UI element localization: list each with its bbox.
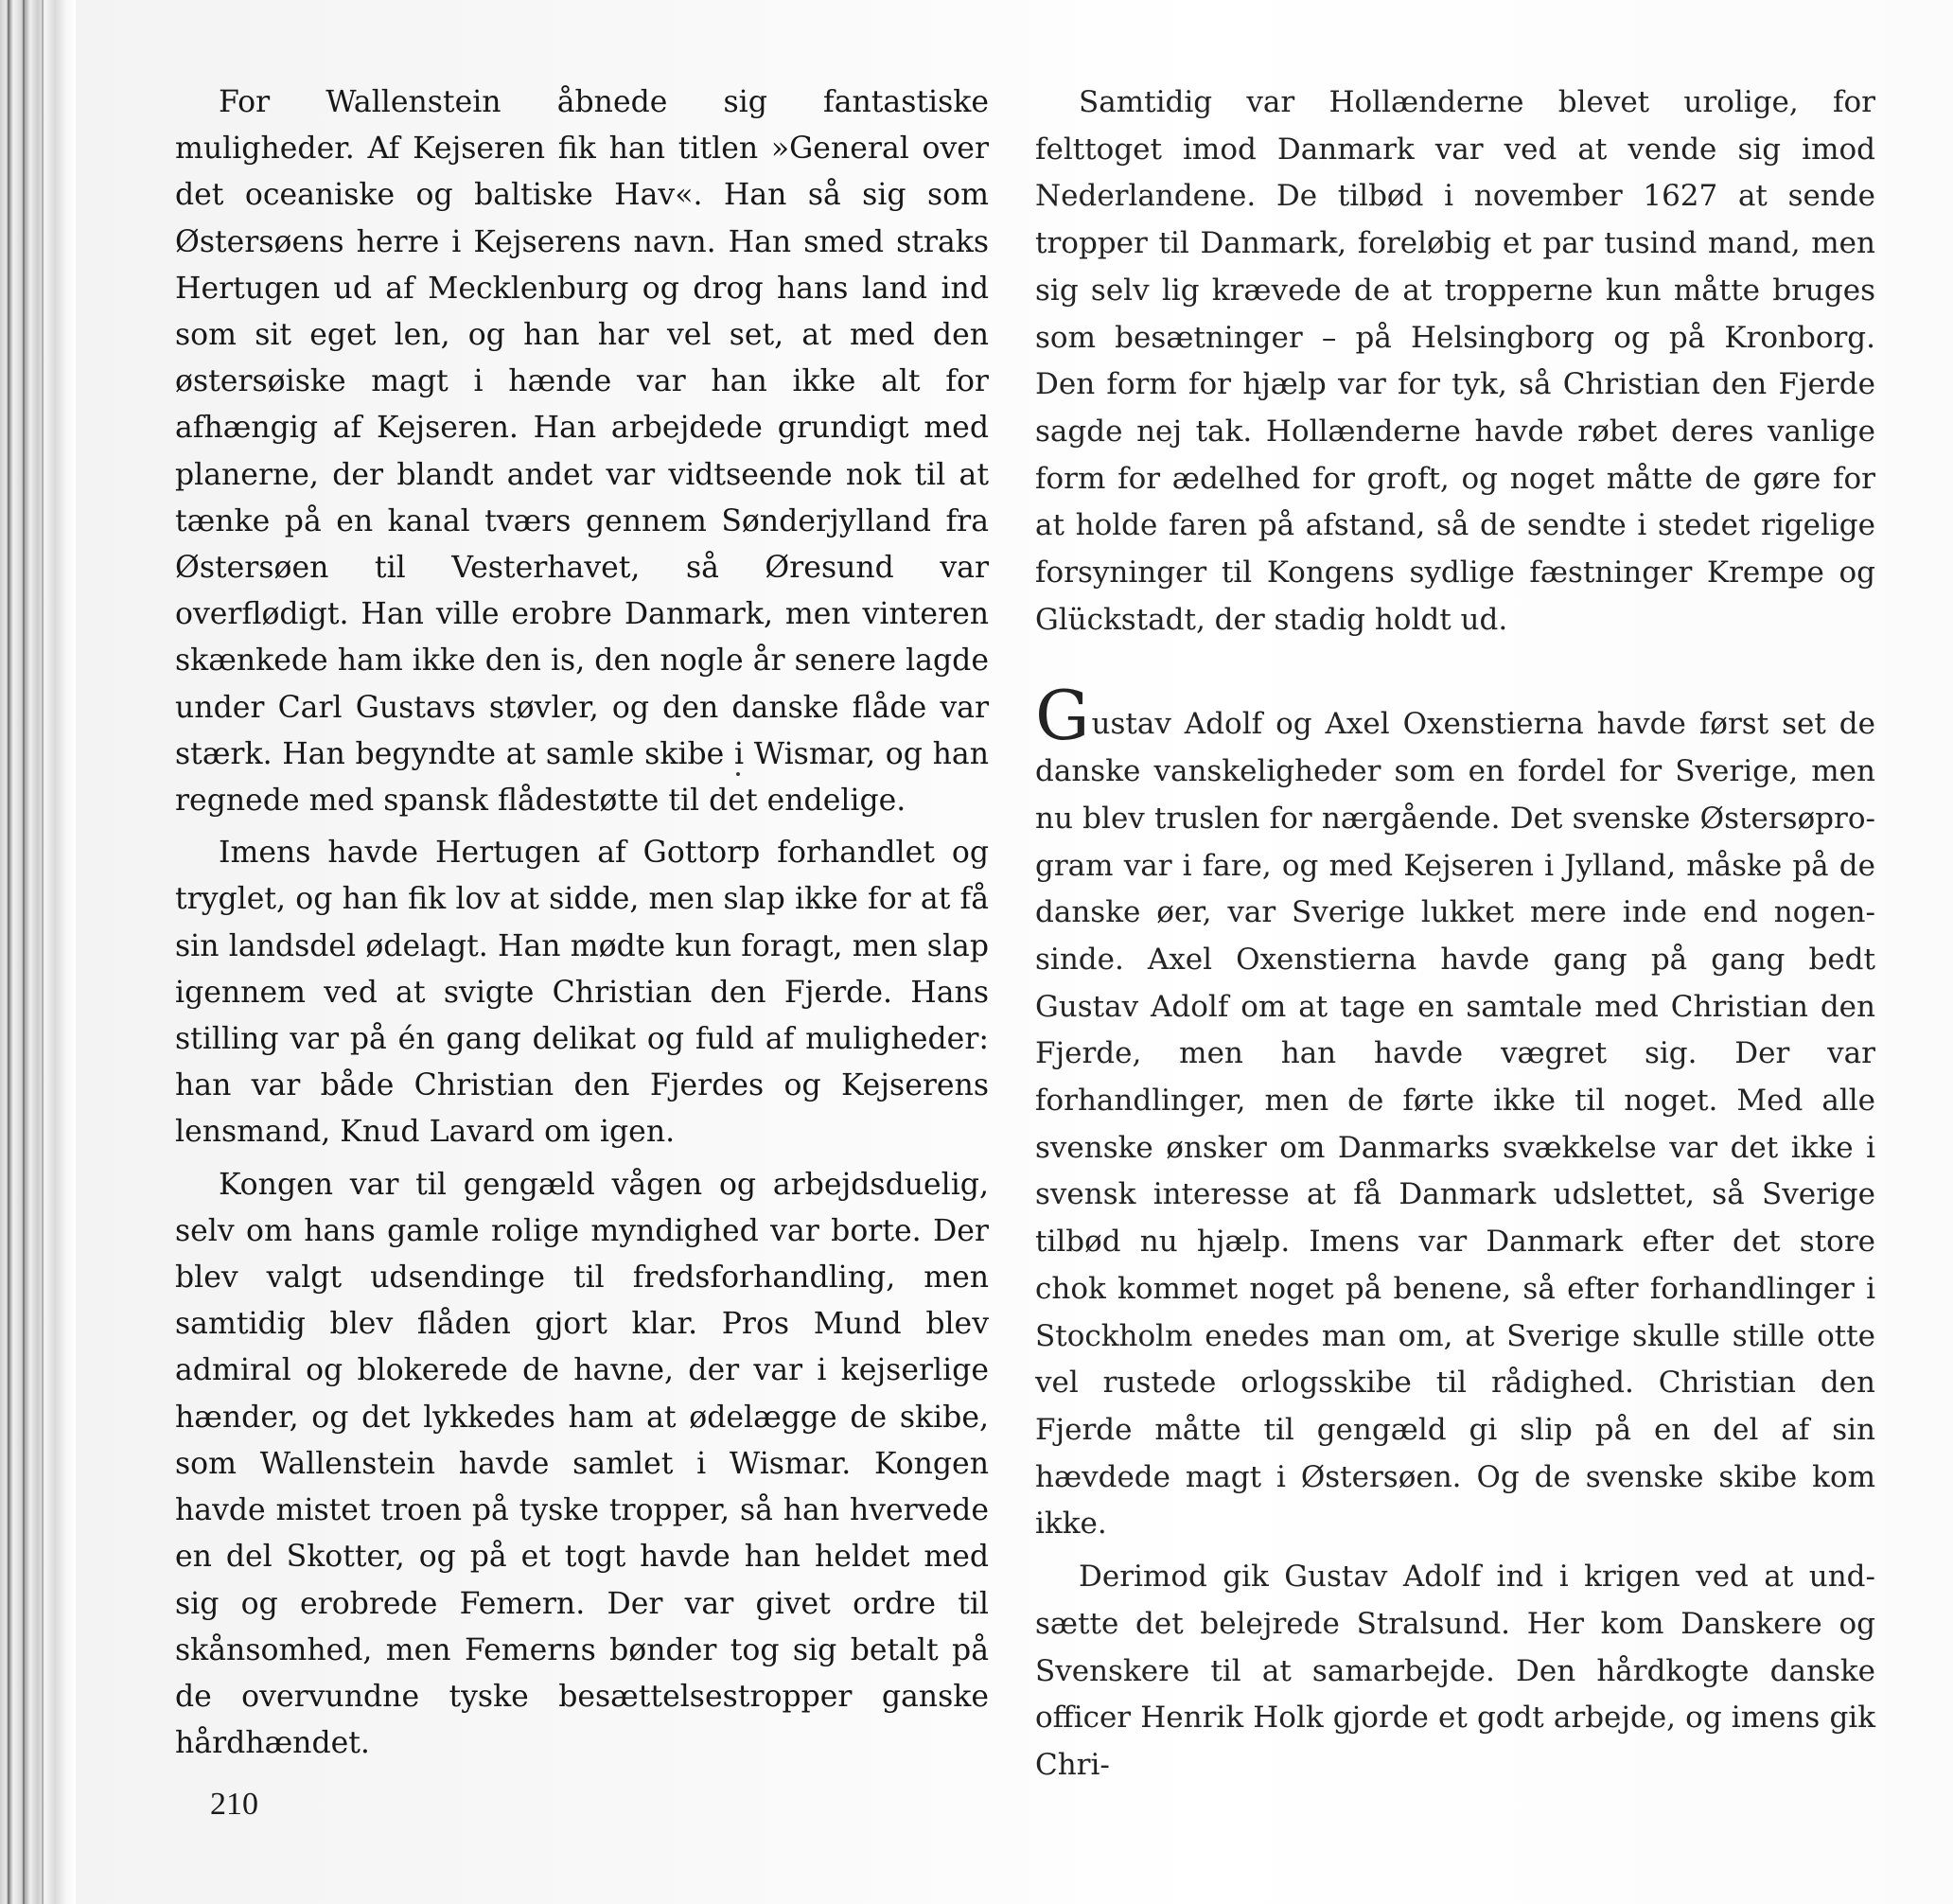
section-paragraph	[1035, 676, 1875, 1548]
paragraph: Samtidig var Hollænderne blevet urolige, for felttoget imod Danmark var ved at vende sig imod Nederlandene. De tilbød i november 1627 at sende tropper til Danmark, foreløbig et par tusind mand, men sig selv lig krævede de at tropperne kun måtte bruges som besætninger – på Helsingborg og på Kronborg. Den form for hjælp var for tyk, så Christian den Fjerde sagde nej tak. Hollænderne havde røbet deres vanlige form for ædelhed for groft, og noget måtte de gøre for at holde faren på afstand, så de sendte i stedet rigelige forsyninger til Kongens sydlige fæstninger Krempe og Glückstadt, der stadig holdt ud.	[1035, 85, 1875, 637]
drop-cap: G	[1035, 676, 1090, 756]
ink-speck	[736, 772, 740, 776]
paragraph: Imens havde Hertugen af Gottorp forhandlet og tryglet, og han fik lov at sidde, men slap ikke for at få sin landsdel ødelagt. Han mødte kun foragt, men slap igennem ved at svigte Christian den Fjerde. Hans stilling var på én gang delikat og fuld af muligheder: han var både Christian den Fjerdes og Kejserens lensmand, Knud Lavard om igen.	[175, 836, 989, 1150]
left-text-column	[175, 79, 989, 1767]
right-text-column	[1035, 79, 1875, 1789]
page-edge-line	[23, 0, 25, 1904]
book-spine	[0, 0, 76, 1904]
page-edge-line	[8, 0, 9, 1904]
page-number: 210	[210, 1787, 258, 1822]
section-paragraph-text: ustav Adolf og Axel Oxenstierna havde først set de danske vanskeligheder som en fordel for Sverige, men nu blev truslen for nærgående. Det svenske Østersøprogram var i fare, og med Kejseren i Jylland, måske på de danske øer, var Sverige lukket mere inde end nogensinde. Axel Oxenstierna havde gang på gang bedt Gustav Adolf om at tage en samtale med Christian den Fjerde, men han havde vægret sig. Der var forhandlinger, men de førte ikke til noget. Med alle svenske ønsker om Danmarks svækkelse var det ikke i svensk interesse at få Danmark udslettet, så Sverige tilbød nu hjælp. Imens var Danmark efter det store chok kommet noget på benene, så efter forhandlinger i Stockholm enedes man om, at Sverige skulle stille otte vel rustede orlogsskibe til rådighed. Christian den Fjerde måtte til gengæld gi slip på en del af sin hævdede magt i Østersøen. Og de svenske skibe kom ikke.	[1035, 707, 1875, 1542]
paragraph: Kongen var til gengæld vågen og arbejdsduelig, selv om hans gamle rolige myndighed var borte. Der blev valgt udsendinge til fredsforhandling, men samtidig blev flåden gjort klar. Pros Mund blev admiral og blokerede de havne, der var i kejserlige hænder, og det lykkedes ham at ødelægge de skibe, som Wallenstein havde samlet i Wismar. Kongen havde mistet troen på tyske tropper, så han hvervede en del Skotter, og på et togt havde han heldet med sig og erobrede Femern. Der var givet ordre til skånsomhed, men Femerns bønder tog sig betalt på de overvundne tyske besættelsestropper ganske hårdhændet.	[175, 1167, 989, 1761]
paragraph: For Wallenstein åbnede sig fantastiske muligheder. Af Kejseren fik han titlen »General over det oceaniske og baltiske Hav«. Han så sig som Østersøens herre i Kejserens navn. Han smed straks Hertugen ud af Mecklenburg og drog hans land ind som sit eget len, og han har vel set, at med den østersøiske magt i hænde var han ikke alt for afhængig af Kejseren. Han arbejdede grundigt med planerne, der blandt andet var vidtseende nok til at tænke på en kanal tværs gennem Sønderjylland fra Østersøen til Vesterhavet, så Øresund var overflødigt. Han ville erobre Danmark, men vinteren skænkede ham ikke den is, den nogle år senere lagde under Carl Gustavs støvler, og den danske flåde var stærk. Han begyndte at samle skibe i Wismar, og han regnede med spansk flådestøtte til det endelige.	[175, 85, 989, 819]
page-edge-line	[42, 0, 44, 1904]
paragraph: Derimod gik Gustav Adolf ind i krigen ved at undsætte det belejrede Stralsund. Her kom Danskere og Svenskere til at samarbejde. Den hårdkogte danske officer Henrik Holk gjorde et godt arbejde, og imens gik Chri-	[1035, 1560, 1875, 1782]
